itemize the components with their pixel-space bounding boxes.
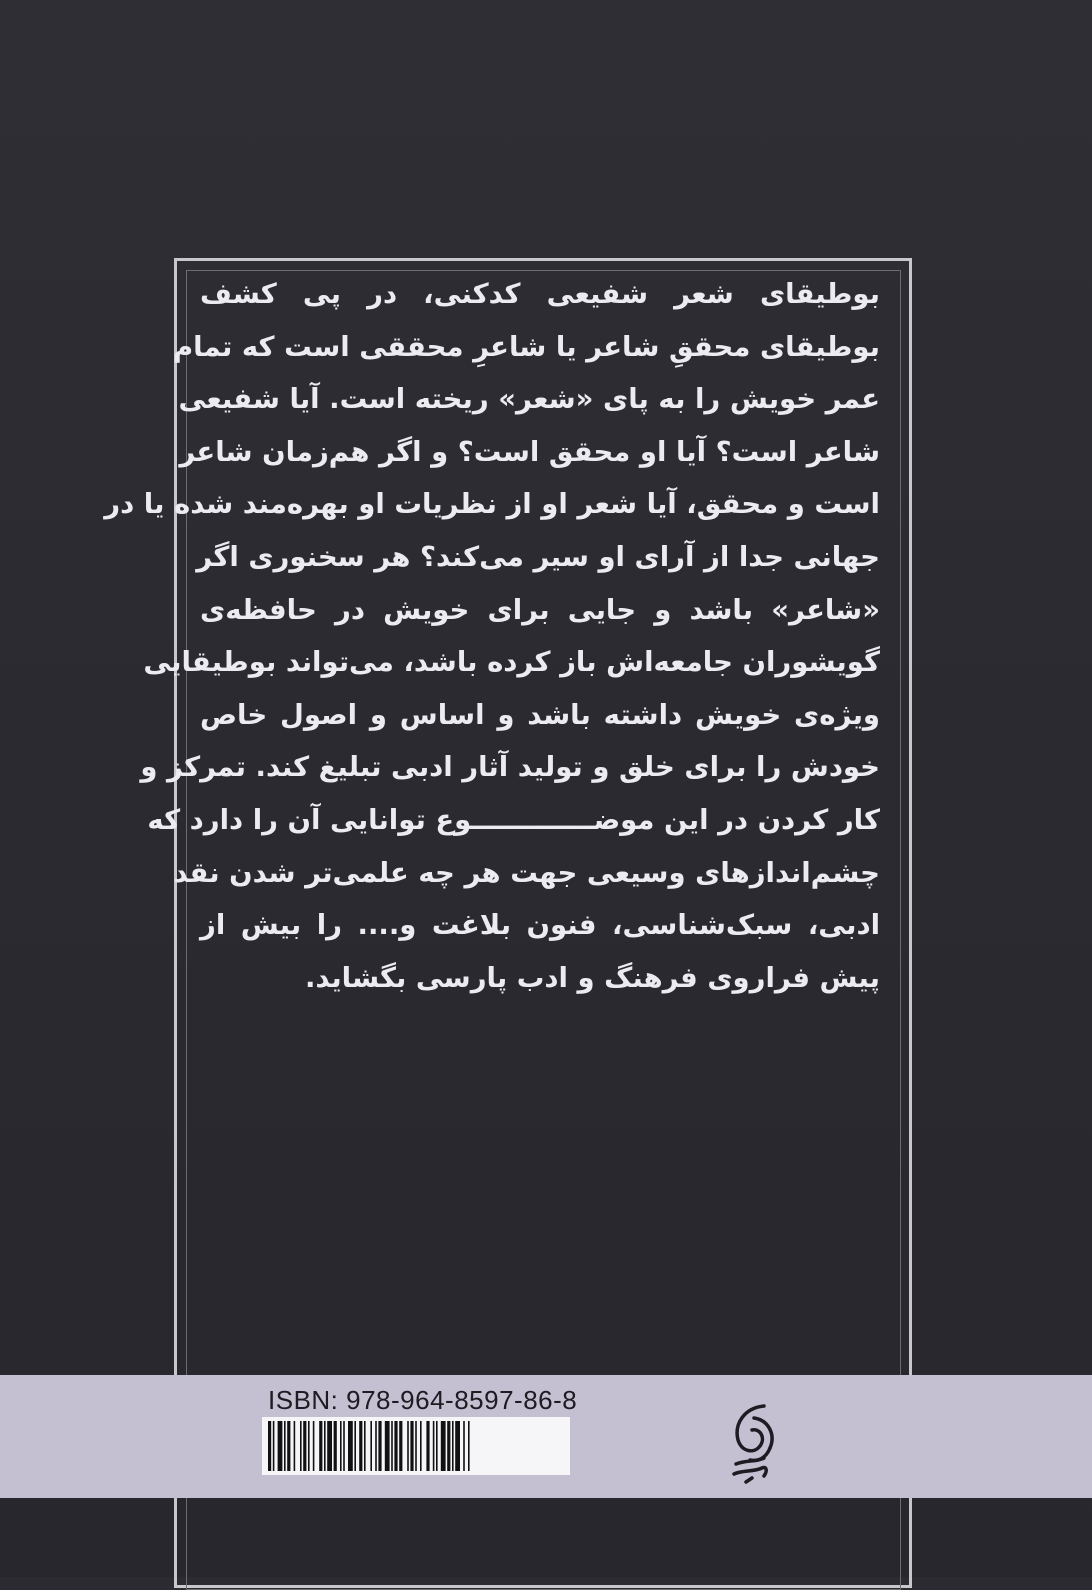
- publisher-logo-icon: [724, 1400, 784, 1488]
- barcode-bar: [334, 1421, 337, 1471]
- barcode-bar: [415, 1421, 417, 1471]
- blurb-line: «شاعر» باشد و جایی برای خویش در حافظه‌ی: [200, 593, 880, 626]
- barcode-bar: [436, 1421, 438, 1471]
- barcode-bar: [340, 1421, 342, 1471]
- barcode-bar: [370, 1421, 372, 1471]
- blurb-line: کار کردن در این موضـــــــــــــوع توانایی آن را دارد که: [147, 803, 880, 836]
- barcode-bar: [324, 1421, 326, 1471]
- blurb-line: ادبی، سبک‌شناسی، فنون بلاغت و.... را بیش از: [200, 909, 880, 942]
- blurb-line: ویژه‌ی خویش داشته باشد و اساس و اصول خاص: [200, 698, 880, 731]
- barcode-bar: [468, 1421, 470, 1471]
- blurb-line: جهانی جدا از آرای او سیر می‌کند؟ هر سخنوری اگر: [196, 540, 880, 573]
- barcode-bar: [319, 1421, 322, 1471]
- blurb-line: بوطیقای شعر شفیعی کدکنی، در پی کشف: [200, 278, 880, 310]
- blurb-line: شاعر است؟ آیا او محقق است؟ و اگر هم‌زمان شاعر: [179, 435, 880, 468]
- barcode-bar: [399, 1421, 402, 1471]
- barcode-bar: [420, 1421, 422, 1471]
- barcode-bar: [385, 1421, 390, 1471]
- barcode-icon: [262, 1417, 570, 1475]
- barcode-bar: [407, 1421, 409, 1471]
- barcode-bar: [455, 1421, 460, 1471]
- barcode-bars: [268, 1421, 564, 1471]
- blurb-line: پیش فراروی فرهنگ و ادب پارسی بگشاید.: [304, 961, 880, 994]
- barcode-bar: [426, 1421, 429, 1471]
- barcode-bar: [433, 1421, 435, 1471]
- barcode-bar: [354, 1421, 356, 1471]
- barcode-bar: [287, 1421, 290, 1471]
- barcode-bar: [273, 1421, 275, 1471]
- barcode-bar: [294, 1421, 296, 1471]
- barcode-bar: [343, 1421, 345, 1471]
- barcode-bar: [313, 1421, 315, 1471]
- barcode-bar: [359, 1421, 362, 1471]
- blurb-line: عمر خویش را به پای «شعر» ریخته است. آیا شفیعی: [178, 383, 880, 416]
- isbn-number: ISBN: 978-964-8597-86-8: [268, 1385, 578, 1415]
- barcode-bar: [378, 1421, 381, 1471]
- barcode-bar: [268, 1421, 271, 1471]
- blurb-line: خودش را برای خلق و تولید آثار ادبی تبلیغ کند. تمرکز و: [140, 751, 880, 784]
- barcode-bar: [441, 1421, 446, 1471]
- barcode-bar: [463, 1421, 465, 1471]
- barcode-bar: [303, 1421, 306, 1471]
- barcode-bar: [278, 1421, 283, 1471]
- barcode-bar: [375, 1421, 377, 1471]
- barcode-bar: [284, 1421, 286, 1471]
- back-cover-blurb: [104, 268, 880, 1004]
- barcode-bar: [308, 1421, 310, 1471]
- barcode-bar: [364, 1421, 366, 1471]
- blurb-line: بوطیقای محققِ شاعر یا شاعرِ محققی است که تمام: [173, 330, 880, 363]
- barcode-bar: [394, 1421, 397, 1471]
- blurb-line: گویشوران جامعه‌اش باز کرده باشد، می‌تواند بوطیقایی: [143, 646, 880, 679]
- barcode-bar: [391, 1421, 393, 1471]
- blurb-line: چشم‌اندازهای وسیعی جهت هر چه علمی‌تر شدن نقد: [173, 856, 880, 889]
- barcode-bar: [348, 1421, 353, 1471]
- barcode-bar: [327, 1421, 332, 1471]
- barcode-bar: [410, 1421, 413, 1471]
- barcode-bar: [300, 1421, 302, 1471]
- barcode-bar: [447, 1421, 450, 1471]
- barcode-bar: [452, 1421, 454, 1471]
- blurb-line: است و محقق، آیا شعر او از نظریات او بهره‌مند شده یا در: [104, 488, 880, 521]
